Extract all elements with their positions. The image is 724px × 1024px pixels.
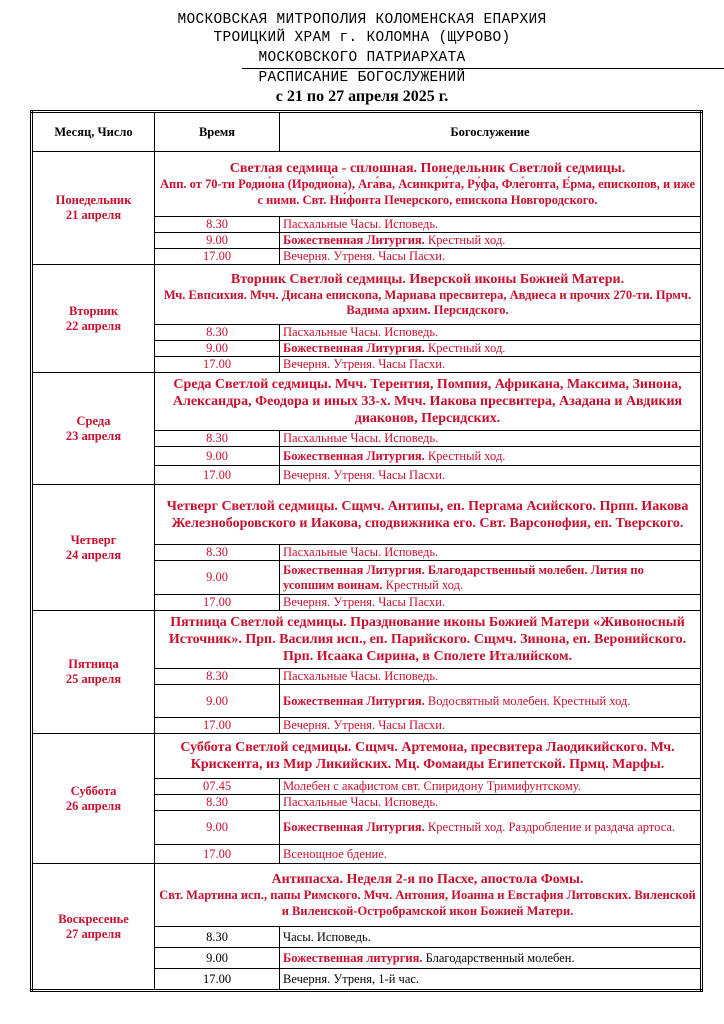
day-name: Суббота — [70, 783, 117, 798]
service-time: 07.45 — [155, 779, 280, 795]
service-time: 17.00 — [155, 969, 280, 991]
service-text: Вечерня. Утреня. Часы Пасхи. — [283, 718, 446, 732]
day-cell — [32, 265, 155, 373]
col-header-day: Месяц, Число — [32, 112, 155, 152]
feast-title-main: Вторник Светлой седмицы. Иверской иконы Божией Матери. — [230, 271, 625, 287]
service-text: Молебен с акафистом свт. Спиридону Тримифунтскому. — [283, 779, 581, 793]
service-description — [280, 779, 702, 795]
service-time: 8.30 — [155, 669, 280, 685]
service-description — [280, 431, 702, 447]
service-time: 9.00 — [155, 685, 280, 718]
service-description — [280, 325, 702, 341]
day-feast-title — [155, 734, 702, 779]
schedule-body — [32, 152, 702, 991]
service-text: Пасхальные Часы. Исповедь. — [283, 217, 439, 231]
feast-title-saints: Суббота Светлой седмицы. Сщмч. Артемона, пресвитера Лаодикийского. Мч. Крискента, из Мир Ликийских. Мц. Фомаиды Египетской. Прмц. Марфы. — [180, 740, 675, 772]
service-description — [280, 811, 702, 845]
service-time: 17.00 — [155, 718, 280, 734]
col-header-service: Богослужение — [280, 112, 702, 152]
service-text: Пасхальные Часы. Исповедь. — [283, 669, 439, 683]
day-cell — [32, 152, 155, 265]
day-name: Четверг — [70, 532, 117, 547]
feast-title-main: Светлая седмица - сплошная. Понедельник Светлой седмицы. — [229, 161, 626, 176]
service-time: 17.00 — [155, 466, 280, 485]
feast-title-saints: Мч. Евпсихия. Мчч. Дисана епископа, Мариава пресвитера, Авдиеса и прочих 270-ти. Прмч. Вадима архим. Персидского. — [163, 287, 692, 317]
service-text: Благодарственный молебен. — [422, 950, 575, 965]
schedule-period: с 21 по 27 апреля 2025 г. — [275, 88, 449, 105]
service-text: Пасхальные Часы. Исповедь. — [283, 325, 439, 339]
service-description — [280, 795, 702, 811]
service-description — [280, 545, 702, 561]
day-date: 25 апреля — [65, 672, 122, 686]
day-title-row — [32, 152, 702, 217]
service-time: 17.00 — [155, 845, 280, 864]
service-text: Вечерня. Утреня. Часы Пасхи. — [283, 357, 446, 371]
service-text: Крестный ход. — [382, 577, 464, 592]
service-bold: Божественная Литургия. — [283, 341, 425, 355]
service-description — [280, 447, 702, 466]
service-description — [280, 249, 702, 265]
feast-title-saints: Апп. от 70-ти Родио́на (Иродио́на), Ага́ва, Асинкри́та, Ру́фа, Фле́гонта, Е́рма, епископов, и иже с ними. Свт. Ни́фонта Печерского, епископа Новгородского. — [159, 177, 696, 207]
service-text: Вечерня. Утреня. Часы Пасхи. — [283, 467, 446, 482]
feast-title-saints: Свт. Мартина исп., папы Римского. Мчч. Антония, Иоанна и Евстафия Литовских. Виленской и Виленской-Остробрамской икон Божией Матери. — [159, 888, 696, 918]
service-text: Вечерня. Утреня, 1-й час. — [283, 971, 420, 986]
service-time: 9.00 — [155, 233, 280, 249]
day-date: 24 апреля — [65, 547, 122, 562]
service-description — [280, 927, 702, 948]
service-bold: Божественная Литургия. — [283, 693, 425, 708]
day-name: Среда — [76, 413, 111, 428]
day-cell — [32, 373, 155, 485]
service-time: 8.30 — [155, 927, 280, 948]
feast-title-saints: Четверг Светлой седмицы. Сщмч. Антипы, еп. Пергама Асийского. Прпп. Иакова Железноборовского и Иакова, сподвижника его. Свт. Варсонофия, еп. Тверского. — [166, 498, 689, 531]
service-text: Крестный ход. — [424, 233, 506, 247]
day-title-row — [32, 485, 702, 545]
day-title-row — [32, 734, 702, 779]
header-divider — [242, 68, 724, 69]
header-line-2: ТРОИЦКИЙ ХРАМ г. КОЛОМНА (ЩУРОВО) — [213, 30, 511, 46]
day-name: Вторник — [68, 303, 119, 318]
feast-title-main: Антипасха. Неделя 2-я по Пасхе, апостола Фомы. — [271, 872, 584, 887]
day-cell — [32, 864, 155, 991]
day-title-row — [32, 864, 702, 927]
service-time: 8.30 — [155, 795, 280, 811]
service-time: 8.30 — [155, 325, 280, 341]
day-name: Пятница — [68, 657, 119, 671]
header-line-4: РАСПИСАНИЕ БОГОСЛУЖЕНИЙ — [258, 70, 466, 86]
service-text: Крестный ход. — [424, 341, 506, 355]
service-description — [280, 948, 702, 969]
service-time: 17.00 — [155, 249, 280, 265]
service-description — [280, 718, 702, 734]
service-time: 17.00 — [155, 595, 280, 611]
service-text: Часы. Исповедь. — [283, 929, 371, 944]
day-date: 27 апреля — [65, 926, 122, 941]
schedule-table — [30, 110, 703, 992]
service-text: Крестный ход. — [424, 448, 506, 463]
service-time: 8.30 — [155, 545, 280, 561]
day-cell — [32, 734, 155, 864]
service-description — [280, 341, 702, 357]
service-description — [280, 357, 702, 373]
service-text: Вечерня. Утреня. Часы Пасхи. — [283, 249, 446, 263]
service-time: 9.00 — [155, 948, 280, 969]
feast-title-saints: Среда Светлой седмицы. Мчч. Терентия, Помпия, Африкана, Максима, Зинона, Александра, Феодора и иных 33-х. Мчч. Иакова пресвитера, Азадана и Авдикия диаконов, Персидских. — [172, 377, 683, 426]
service-time: 9.00 — [155, 341, 280, 357]
day-feast-title — [155, 152, 702, 217]
service-time: 8.30 — [155, 431, 280, 447]
day-title-row — [32, 373, 702, 431]
day-feast-title — [155, 265, 702, 325]
service-description — [280, 595, 702, 611]
day-name: Понедельник — [55, 193, 132, 207]
service-text: Пасхальные Часы. Исповедь. — [283, 795, 439, 809]
day-cell — [32, 485, 155, 611]
day-title-row — [32, 611, 702, 669]
header-line-3: МОСКОВСКОГО ПАТРИАРХАТА — [258, 50, 466, 66]
service-description — [280, 233, 702, 249]
service-description — [280, 669, 702, 685]
feast-title-saints: Пятница Светлой седмицы. Празднование иконы Божией Матери «Живоносный Источник». Прп. Василия исп., еп. Парийского. Сщмч. Зинона, еп. Веронийского. Прп. Исаака Сирина, в Сполете Италийском. — [168, 615, 687, 664]
service-text: Вечерня. Утреня. Часы Пасхи. — [283, 595, 446, 609]
day-name: Воскресенье — [58, 911, 129, 926]
service-text: Всенощное бдение. — [283, 846, 387, 861]
service-bold: Божественная Литургия. — [283, 448, 425, 463]
service-bold: Божественная Литургия. Благодарственный молебен. Лития по усопшим воинам. — [283, 562, 644, 592]
service-description — [280, 561, 702, 595]
service-time: 17.00 — [155, 357, 280, 373]
service-description — [280, 969, 702, 991]
service-description — [280, 685, 702, 718]
service-text: Крестный ход. Раздробление и раздача артоса. — [424, 820, 676, 834]
day-date: 23 апреля — [65, 428, 122, 443]
day-title-row — [32, 265, 702, 325]
day-date: 22 апреля — [65, 318, 122, 333]
service-bold: Божественная Литургия. — [283, 233, 425, 247]
service-text: Водосвятный молебен. Крестный ход. — [424, 693, 631, 708]
day-feast-title — [155, 864, 702, 927]
service-time: 9.00 — [155, 447, 280, 466]
day-feast-title — [155, 485, 702, 545]
service-time: 8.30 — [155, 217, 280, 233]
service-description — [280, 217, 702, 233]
day-feast-title — [155, 373, 702, 431]
day-feast-title — [155, 611, 702, 669]
service-description — [280, 845, 702, 864]
service-text: Пасхальные Часы. Исповедь. — [283, 545, 439, 559]
service-text: Пасхальные Часы. Исповедь. — [283, 431, 439, 445]
day-cell — [32, 611, 155, 734]
service-bold: Божественная Литургия. — [283, 820, 425, 834]
header-line-1: МОСКОВСКАЯ МИТРОПОЛИЯ КОЛОМЕНСКАЯ ЕПАРХИЯ — [177, 12, 547, 28]
day-date: 21 апреля — [65, 208, 122, 222]
service-bold: Божественная литургия. — [283, 950, 423, 965]
col-header-time: Время — [155, 112, 280, 152]
service-description — [280, 466, 702, 485]
service-time: 9.00 — [155, 561, 280, 595]
day-date: 26 апреля — [65, 798, 122, 813]
service-time: 9.00 — [155, 811, 280, 845]
